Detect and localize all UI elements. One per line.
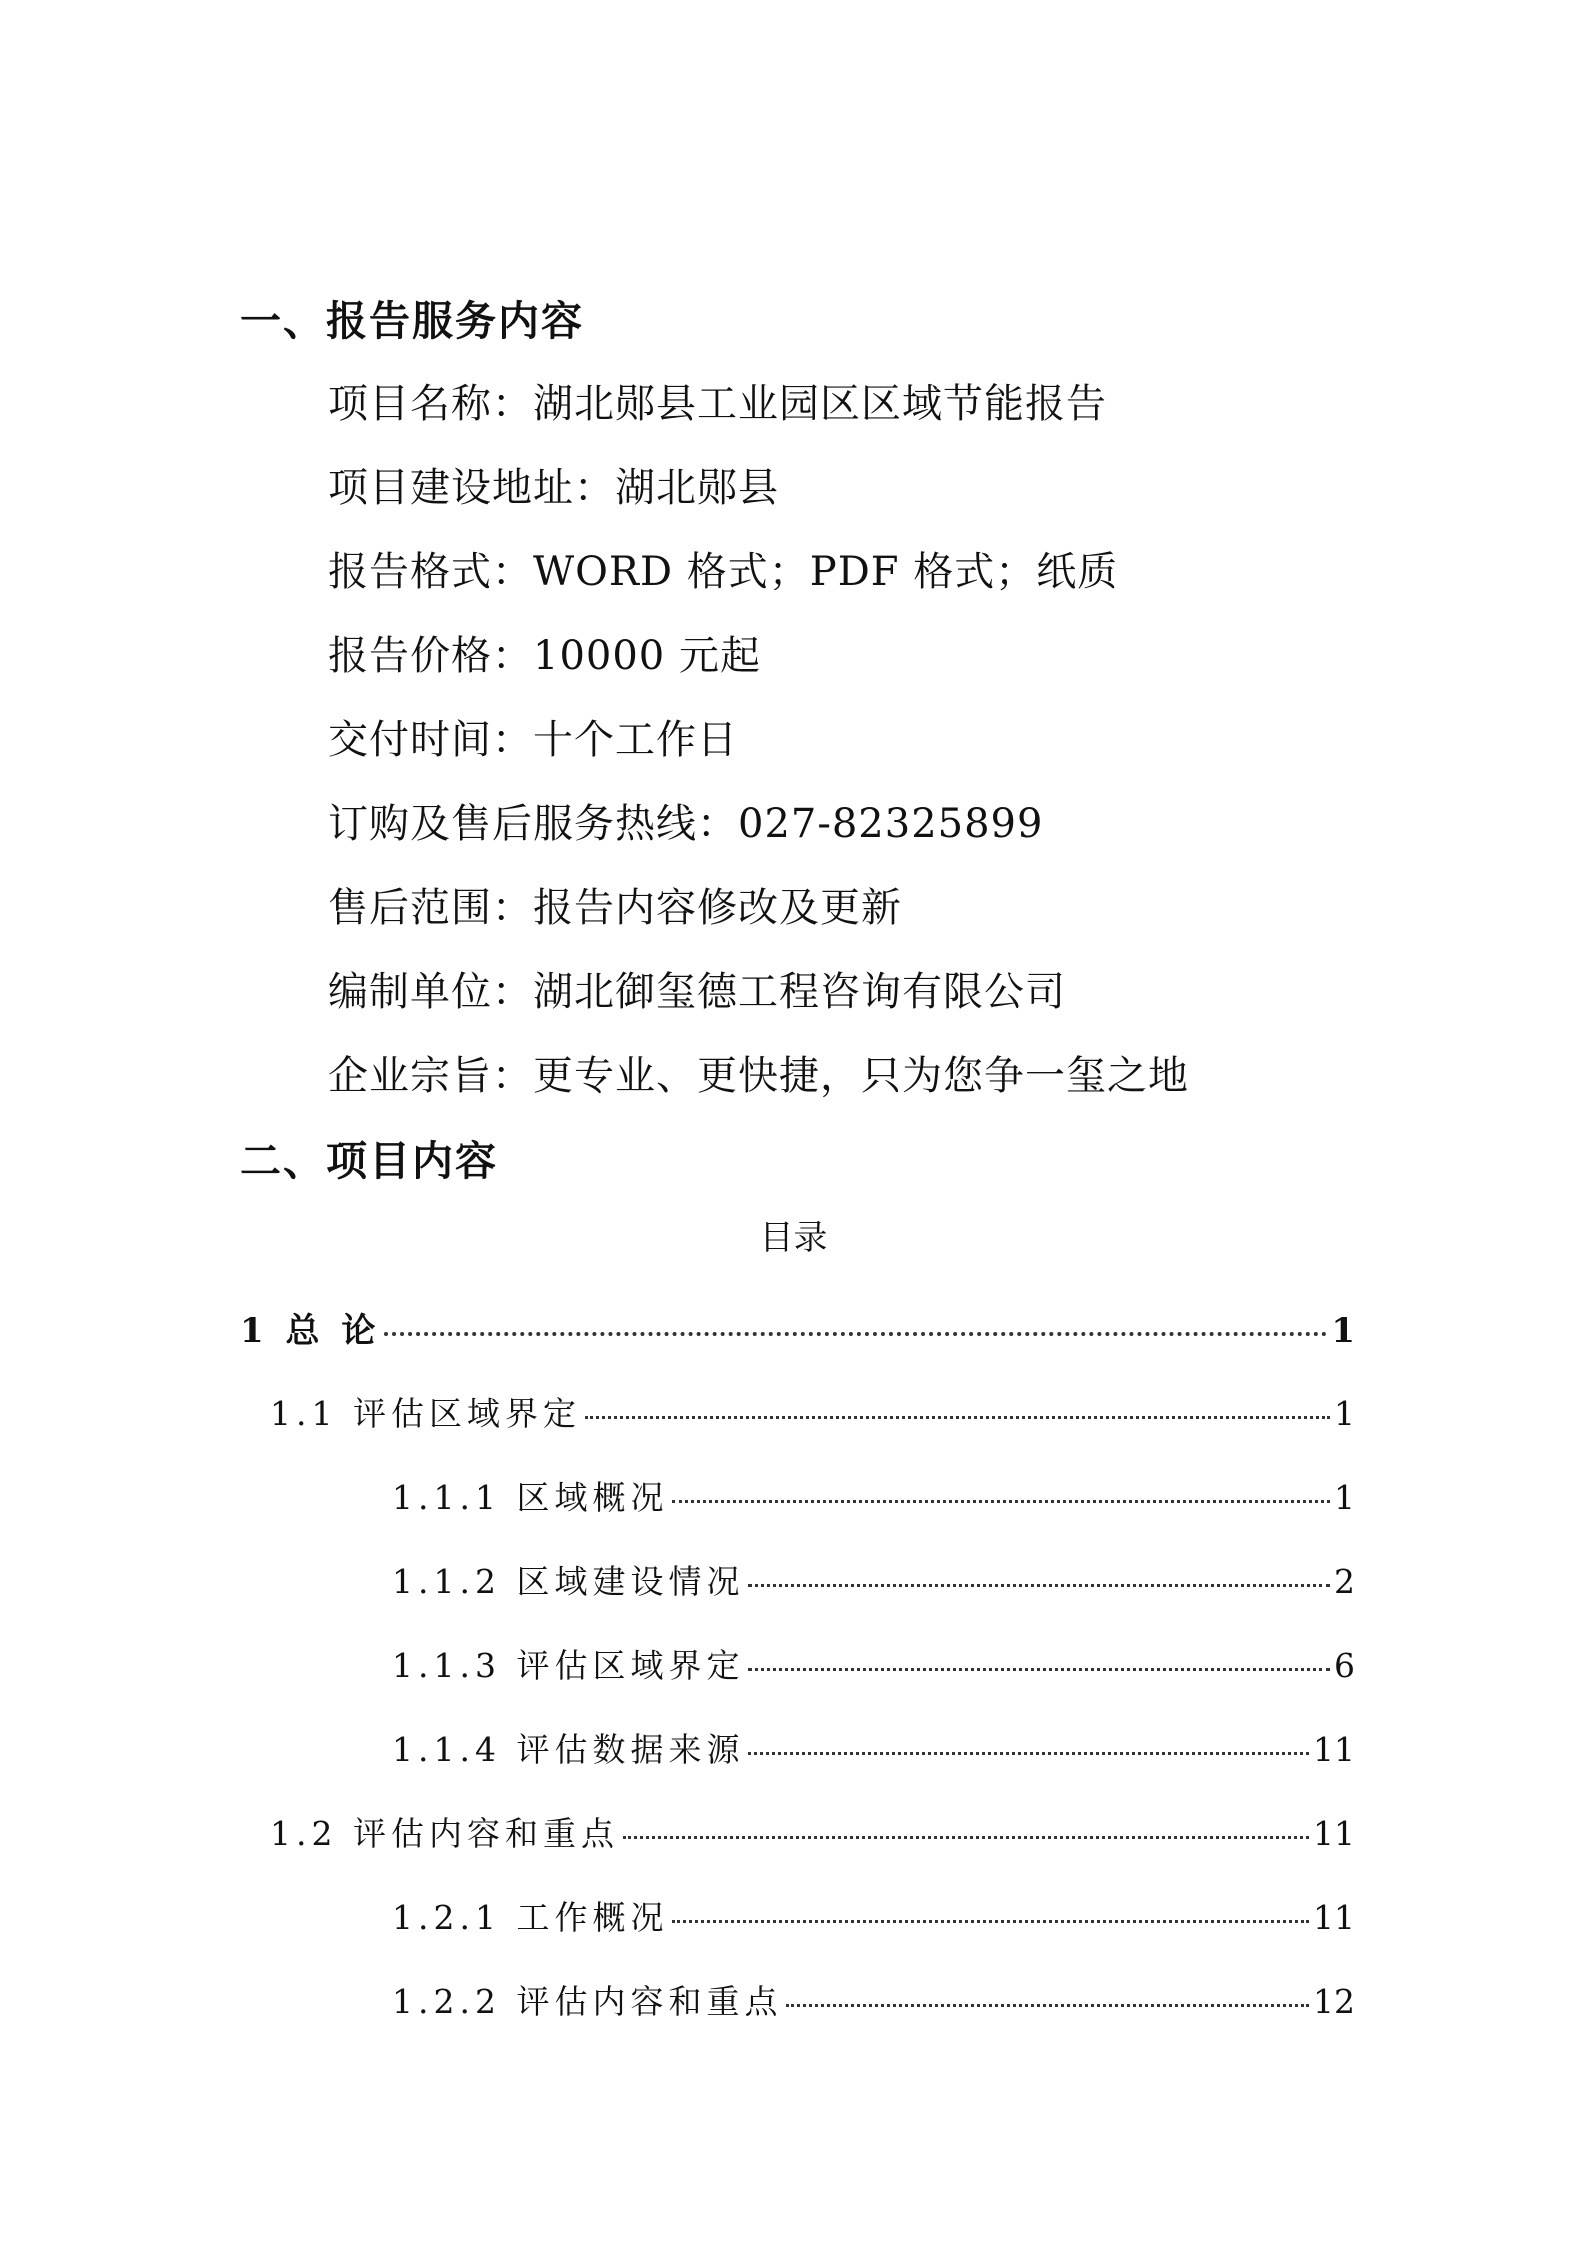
toc-leader-dots xyxy=(748,1668,1330,1671)
toc-entry-label: 1.1 评估区域界定 xyxy=(270,1394,581,1433)
info-report-format: 报告格式：WORD 格式；PDF 格式；纸质 xyxy=(328,549,1119,595)
toc-entry-1-2-2[interactable] xyxy=(392,1976,1355,2023)
info-project-name: 项目名称：湖北郧县工业园区区域节能报告 xyxy=(328,381,1107,427)
info-aftersales-scope: 售后范围：报告内容修改及更新 xyxy=(328,885,902,931)
toc-entry-page: 1 xyxy=(1334,1394,1355,1433)
info-project-address: 项目建设地址：湖北郧县 xyxy=(328,465,779,511)
toc-leader-dots xyxy=(623,1836,1309,1839)
toc-entry-page: 12 xyxy=(1313,1982,1355,2021)
toc-entry-label: 1.2 评估内容和重点 xyxy=(270,1814,619,1853)
info-delivery-time: 交付时间：十个工作日 xyxy=(328,717,738,763)
toc-leader-dots xyxy=(384,1332,1327,1336)
toc-entry-1[interactable] xyxy=(240,1303,1355,1352)
toc-entry-1-1-1[interactable] xyxy=(392,1472,1355,1519)
toc-entry-1-1[interactable] xyxy=(270,1388,1355,1435)
info-hotline: 订购及售后服务热线：027-82325899 xyxy=(328,801,1044,847)
toc-entry-1-2-1[interactable] xyxy=(392,1892,1355,1939)
toc-entry-page: 6 xyxy=(1334,1646,1355,1685)
toc-entry-page: 2 xyxy=(1334,1562,1355,1601)
toc-leader-dots xyxy=(786,2004,1309,2007)
info-compiler: 编制单位：湖北御玺德工程咨询有限公司 xyxy=(328,969,1066,1015)
toc-entry-label: 1.2.1 工作概况 xyxy=(392,1898,669,1937)
toc-entry-1-2[interactable] xyxy=(270,1808,1355,1855)
toc-entry-label: 1 总 论 xyxy=(240,1311,381,1351)
toc-entry-1-1-3[interactable] xyxy=(392,1640,1355,1687)
toc-leader-dots xyxy=(748,1752,1309,1755)
toc-leader-dots xyxy=(672,1920,1309,1923)
toc-leader-dots xyxy=(748,1584,1330,1587)
section-heading-project: 二、项目内容 xyxy=(240,1137,498,1185)
info-company-mission: 企业宗旨：更专业、更快捷，只为您争一玺之地 xyxy=(328,1053,1189,1099)
toc-entry-label: 1.2.2 评估内容和重点 xyxy=(392,1982,783,2021)
toc-entry-page: 1 xyxy=(1334,1478,1355,1517)
info-report-price: 报告价格：10000 元起 xyxy=(328,633,761,679)
toc-leader-dots xyxy=(585,1416,1330,1419)
toc-entry-page: 1 xyxy=(1331,1311,1355,1351)
toc-leader-dots xyxy=(672,1500,1330,1503)
toc-entry-page: 11 xyxy=(1313,1898,1355,1937)
toc-entry-label: 1.1.3 评估区域界定 xyxy=(392,1646,745,1685)
toc-entry-1-1-4[interactable] xyxy=(392,1724,1355,1771)
toc-entry-label: 1.1.2 区域建设情况 xyxy=(392,1562,745,1601)
toc-entry-page: 11 xyxy=(1313,1730,1355,1769)
toc-entry-label: 1.1.1 区域概况 xyxy=(392,1478,669,1517)
section-heading-service: 一、报告服务内容 xyxy=(240,297,584,345)
toc-title: 目录 xyxy=(759,1218,828,1258)
toc-entry-1-1-2[interactable] xyxy=(392,1556,1355,1603)
toc-entry-page: 11 xyxy=(1313,1814,1355,1853)
toc-entry-label: 1.1.4 评估数据来源 xyxy=(392,1730,745,1769)
